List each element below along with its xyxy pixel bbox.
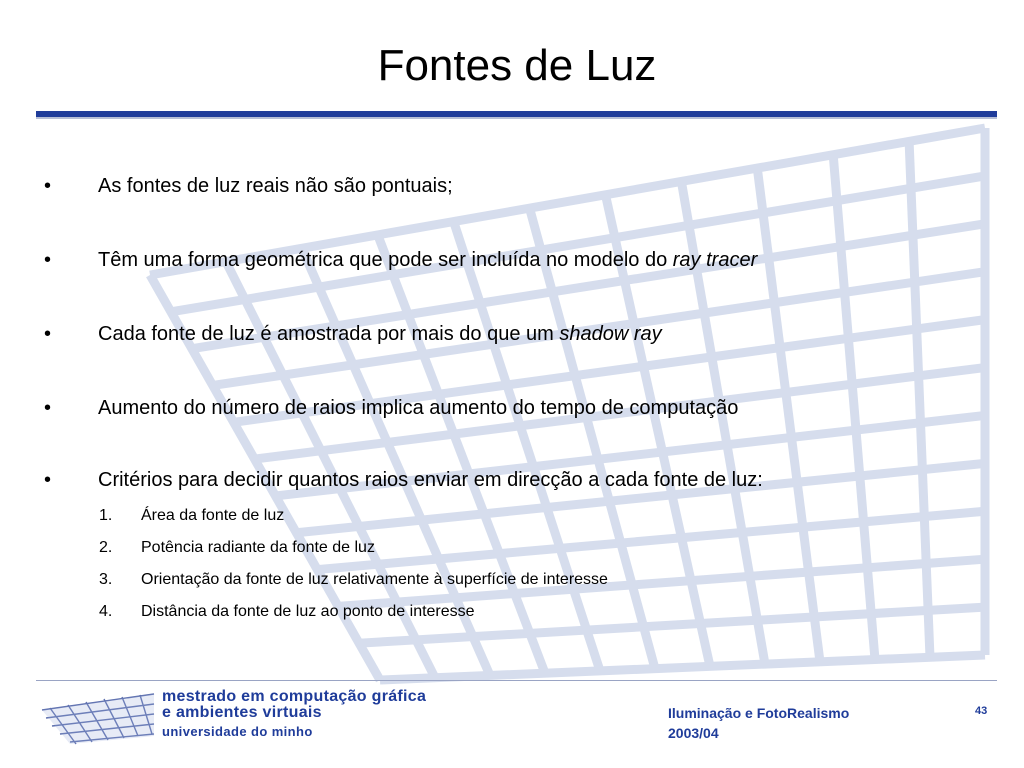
bullet-marker: • [44,249,52,271]
course-year: 2003/04 [668,725,719,741]
logo-line-1: mestrado em computação gráfica [162,688,427,705]
bullet-emphasis: ray tracer [672,249,758,271]
course-name: Iluminação e FotoRealismo [668,705,850,721]
footer-divider [36,680,997,681]
bullet-text: Aumento do número de raios implica aumento do tempo de computação [98,397,739,419]
bullet-text: Têm uma forma geométrica que pode ser incluída no modelo do [98,249,673,271]
bullet-marker: • [44,323,52,345]
bullet-text: As fontes de luz reais não são pontuais; [98,175,453,197]
grid-line [380,655,985,680]
grid-line [909,141,930,657]
sub-item-text: Orientação da fonte de luz relativamente à superfície de interesse [141,571,608,588]
sub-item-number: 3. [99,571,113,588]
bullet-text: Critérios para decidir quantos raios enviar em direcção a cada fonte de luz: [98,469,763,491]
sub-item-number: 4. [99,603,113,620]
footer-course-info [668,703,849,743]
sub-item-text: Distância da fonte de luz ao ponto de interesse [141,603,475,620]
sub-item-text: Potência radiante da fonte de luz [141,539,375,556]
bullet-marker: • [44,175,52,197]
sub-item-number: 1. [99,507,113,524]
grid-logo-icon [40,688,158,748]
logo-line-2: e ambientes virtuais [162,704,322,721]
bullet-text: Cada fonte de luz é amostrada por mais do que um [98,323,560,345]
grid-line [757,168,820,662]
logo-line-3: universidade do minho [162,724,313,739]
title-divider-shadow [36,117,997,119]
bullet-emphasis: shadow ray [559,323,662,345]
bullet-marker: • [44,469,52,491]
grid-line [833,155,875,660]
sub-item-number: 2. [99,539,113,556]
page-number: 43 [975,705,988,717]
sub-item-text: Área da fonte de luz [141,507,285,524]
bullet-marker: • [44,397,52,419]
slide-title: Fontes de Luz [377,41,657,90]
